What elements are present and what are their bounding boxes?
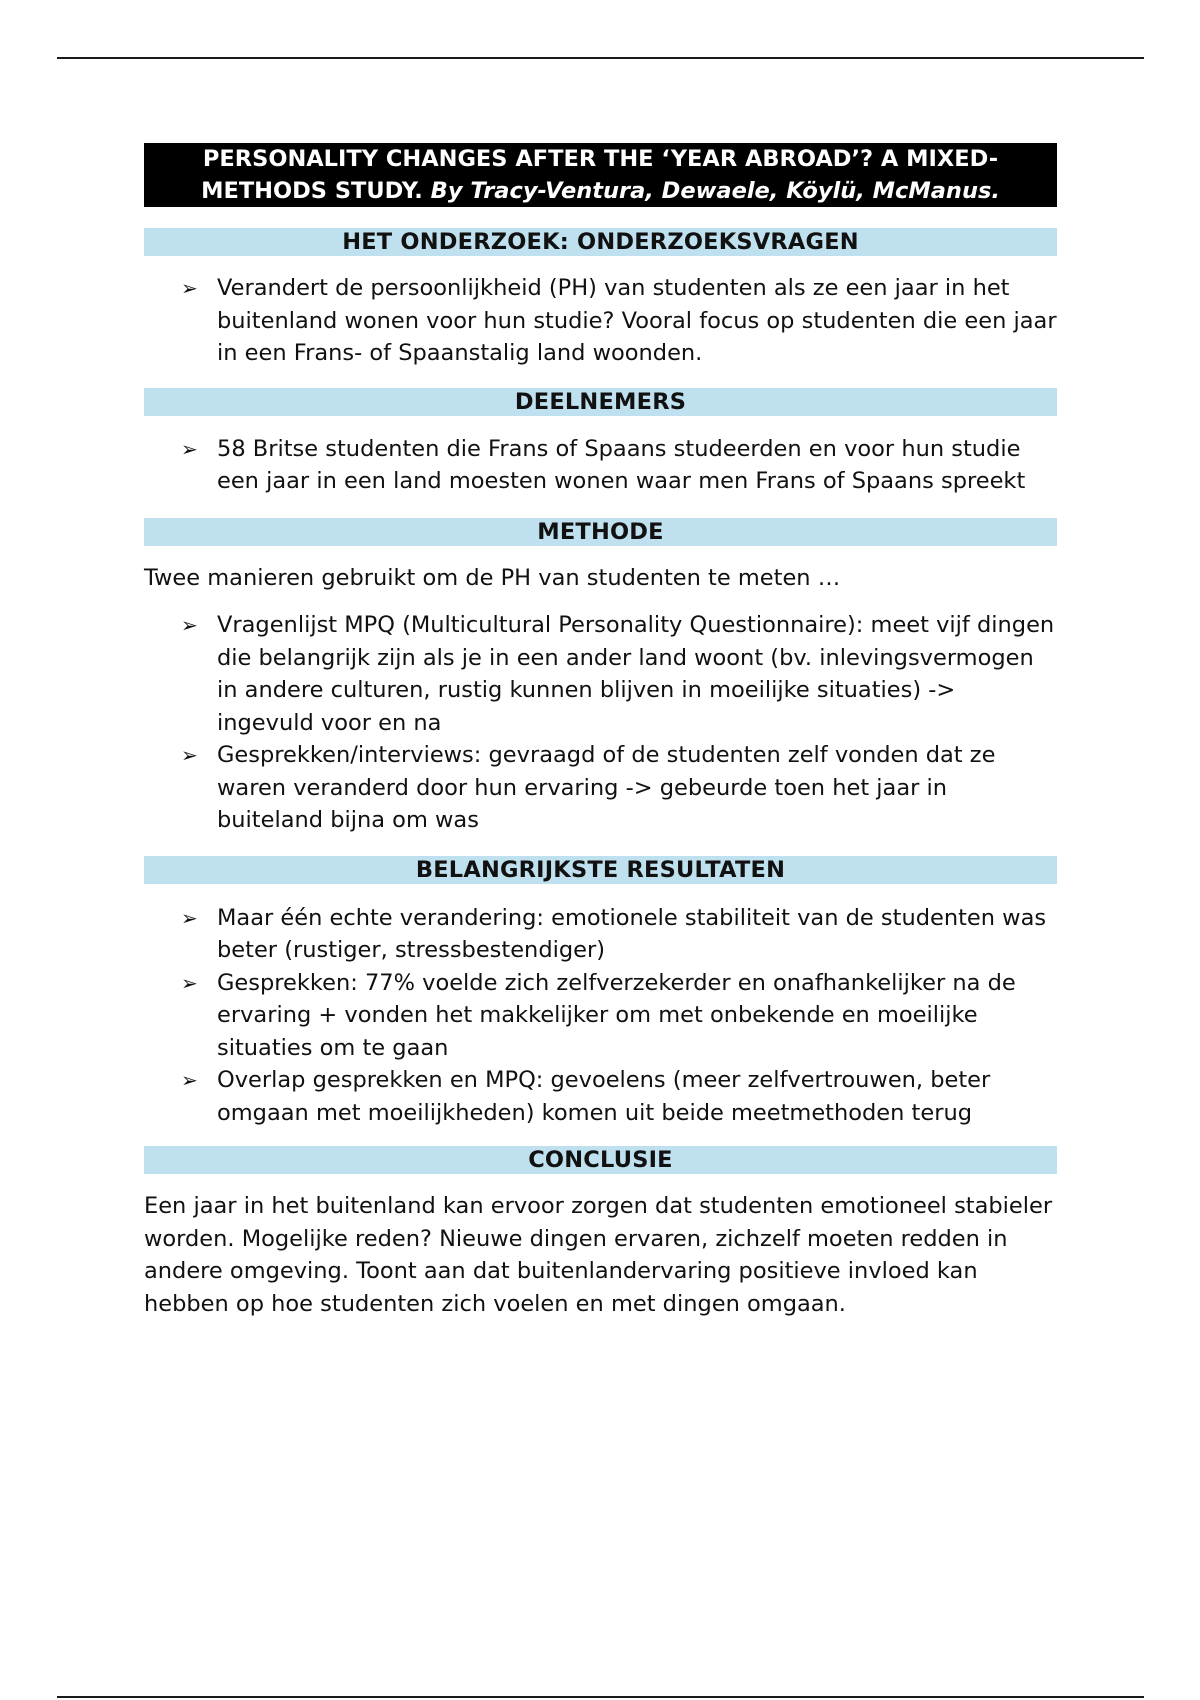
section-header-methode: METHODE	[144, 518, 1057, 546]
list-item-text: 58 Britse studenten die Frans of Spaans studeerden en voor hun studie een jaar in een land moesten wonen waar men Frans of Spaans spreekt	[217, 435, 1026, 494]
list-item-text: Gesprekken: 77% voelde zich zelfverzekerder en onafhankelijker na de ervaring + vonden het makkelijker om met onbekende en moeilijke situaties om te gaan	[217, 969, 1016, 1061]
section-header-conclusie: CONCLUSIE	[144, 1146, 1057, 1174]
list-item-text: Gesprekken/interviews: gevraagd of de studenten zelf vonden dat ze waren veranderd door hun ervaring -> gebeurde toen het jaar in buiteland bijna om was	[217, 742, 996, 833]
list-item	[144, 272, 1057, 370]
arrow-bullet-icon: ➢	[181, 613, 198, 637]
arrow-bullet-icon: ➢	[181, 743, 198, 767]
arrow-bullet-icon: ➢	[181, 1068, 198, 1092]
list-item-text: Overlap gesprekken en MPQ: gevoelens (meer zelfvertrouwen, beter omgaan met moeilijkheden) komen uit beide meetmethoden terug	[217, 1067, 991, 1126]
title-main: PERSONALITY CHANGES AFTER THE ‘YEAR ABROAD’? A MIXED-METHODS STUDY.	[201, 146, 999, 204]
document-title	[144, 143, 1057, 207]
list-item	[144, 1064, 1057, 1129]
section-header-deelnemers: DEELNEMERS	[144, 388, 1057, 416]
list-item	[144, 967, 1057, 1065]
methode-list	[144, 609, 1057, 837]
title-authors: By Tracy-Ventura, Dewaele, Köylü, McManus.	[430, 178, 1000, 204]
list-item-text: Maar één echte verandering: emotionele stabiliteit van de studenten was beter (rustiger, stressbestendiger)	[217, 904, 1047, 963]
deelnemers-list	[144, 433, 1057, 498]
arrow-bullet-icon: ➢	[181, 276, 198, 300]
list-item	[144, 433, 1057, 498]
list-item	[144, 902, 1057, 967]
arrow-bullet-icon: ➢	[181, 905, 198, 930]
section-header-onderzoek: HET ONDERZOEK: ONDERZOEKSVRAGEN	[144, 228, 1057, 256]
arrow-bullet-icon: ➢	[181, 436, 198, 461]
bottom-rule	[57, 1696, 1144, 1698]
list-item	[144, 739, 1057, 837]
list-item	[144, 609, 1057, 739]
list-item-text: Verandert de persoonlijkheid (PH) van studenten als ze een jaar in het buitenland wonen voor hun studie? Vooral focus op studenten die een jaar in een Frans- of Spaanstalig land woonden.	[217, 275, 1057, 366]
list-item-text: Vragenlijst MPQ (Multicultural Personality Questionnaire): meet vijf dingen die belangrijk zijn als je in een ander land woont (bv. inlevingsvermogen in andere culturen, rustig kunnen blijven in moeilijke situaties) -> ingevuld voor en na	[217, 612, 1055, 736]
top-rule	[57, 57, 1144, 59]
resultaten-list	[144, 902, 1057, 1130]
conclusie-text: Een jaar in het buitenland kan ervoor zorgen dat studenten emotioneel stabieler worden. Mogelijke reden? Nieuwe dingen ervaren, zichzelf moeten redden in andere omgeving. Toont aan dat buitenlandervaring positieve invloed kan hebben op hoe studenten zich voelen en met dingen omgaan.	[144, 1193, 1053, 1317]
methode-intro: Twee manieren gebruikt om de PH van studenten te meten …	[144, 564, 841, 591]
onderzoek-list	[144, 272, 1057, 370]
section-header-resultaten: BELANGRIJKSTE RESULTATEN	[144, 856, 1057, 884]
arrow-bullet-icon: ➢	[181, 970, 198, 995]
document-content	[144, 143, 1057, 1320]
